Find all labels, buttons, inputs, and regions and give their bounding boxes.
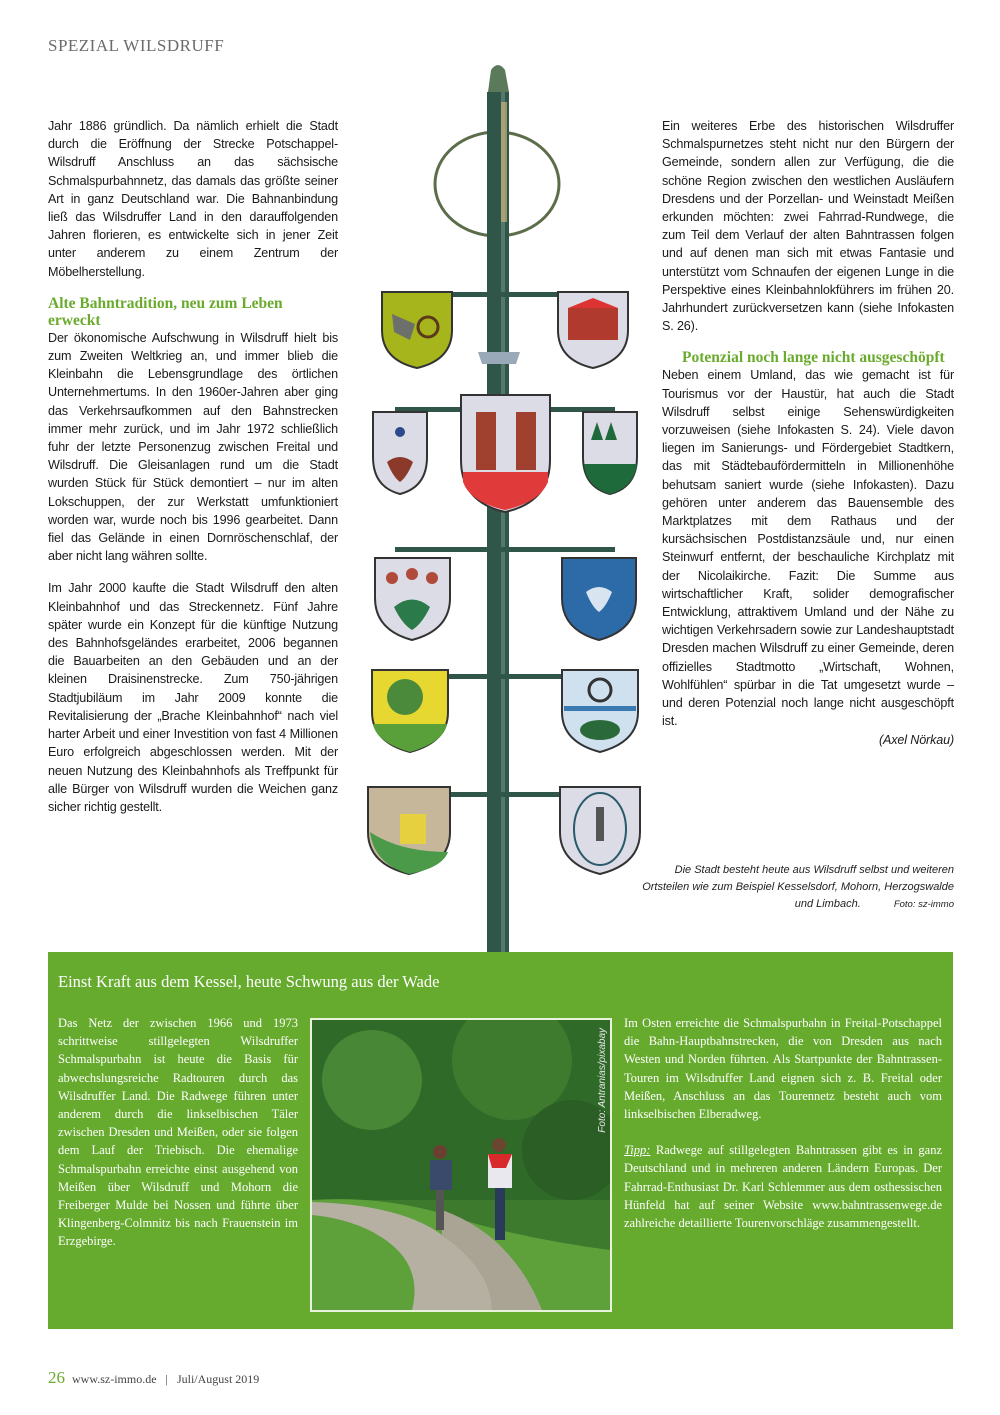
caption-text: Die Stadt besteht heute aus Wilsdruff selbst und weiteren Ortsteilen wie zum Beispiel Kesselsdorf, Mohorn, Herzogswalde und Limbach. — [642, 864, 954, 910]
left-article-column — [48, 117, 338, 816]
footer-website: www.sz-immo.de — [72, 1372, 157, 1386]
photo-credit: Foto: Antranias/pixabay — [597, 1028, 608, 1133]
shield-two-towers — [461, 395, 550, 512]
coats-of-arms-pole-photo — [355, 62, 655, 952]
shield-plough — [382, 292, 452, 368]
author-credit: (Axel Nörkau) — [878, 732, 954, 747]
infobox — [48, 952, 953, 1329]
caption-photo-credit: Foto: sz-immo — [893, 899, 954, 910]
shield-flowers-heart — [373, 412, 427, 494]
right-subheading: Potenzial noch lange nicht ausgeschöpft — [682, 349, 945, 367]
right-paragraph-2: Neben einem Umland, das wie gemacht ist für Tourismus vor der Haustür, hat auch die Stadt Wilsdruff selbst einige Sehenswürdigkeiten vorzuweisen (siehe Infokasten S. 24). Viele davon liegen im Sanierungs- und Fördergebiet Stadtkern, das mit Städtebaufördermitteln in Millionenhöhe behutsam saniert wurde (siehe Infokasten). Dazu gehören unter anderem das Bauensemble des Marktplatzes mit dem Rathaus und der kursächsischen Postdistanzsäule und, nur einen Steinwurf entfernt, der beschauliche Kirchplatz mit der Nicolaikirche. Fazit: Die Summe aus wirtschaftlicher Kraft, solider demografischer Entwicklung, attraktivem Umland und der Nähe zu wichtigen Verkehrsadern sowie zur Landeshauptstadt Dresden machen Wilsdruff zu einer Gemeinde, deren offizielles Stadtmotto „Wirtschaft, Wohnen, Wohlfühlen“ spürbar in die Tat umgesetzt wurde – und deren Potenzial noch lange nicht ausgeschöpft ist. — [662, 368, 954, 729]
infobox-right-column — [624, 1014, 942, 1232]
cyclists-photo — [310, 1018, 612, 1312]
left-subheading: Alte Bahntradition, neu zum Leben erweckt — [48, 294, 283, 329]
footer-separator: | — [165, 1372, 168, 1386]
infobox-left-text: Das Netz der zwischen 1966 und 1973 schrittweise stillgelegten Wilsdruffer Schmalspurbahn ist heute die Basis für abwechslungsreiche Radtouren durch das Wilsdruffer Land. Die Radwege führen unter anderem durch die linkselbischen Täler zwischen Dresden und Meißen, oder sie folgen dem Lauf der Triebisch. Die ehemalige Schmalspurbahn erreichte einst ausgehend von Meißen über Wilsdruff und Mohorn die Freiberger Mulde bei Nossen und führte über Klingenberg-Colmnitz bis nach Frauenstein im Erzgebirge. — [58, 1016, 298, 1249]
shield-roses-heart — [375, 558, 450, 640]
right-paragraph-1: Ein weiteres Erbe des historischen Wilsdruffer Schmalspurnetzes steht nicht nur den Bürgern der Gemeinde, sondern allen zur Verfügung, die die schöne Region zwischen den westlichen Ausläufern Dresdens und der Porzellan- und Weinstadt Meißen erkunden möchten: zwei Fahrrad-Rundwege, die zum Teil dem Verlauf der alten Bahntrassen folgen und auf denen man sich mit etwas Fantasie und unterstützt vom Schnaufen der eigenen Lunge in die Perspektive eines Kleinbahnlokführers im frühen 20. Jahrhundert zurückversetzen kann (siehe Infokasten S. 26). — [662, 119, 954, 334]
left-paragraph-2: Der ökonomische Aufschwung in Wilsdruff hielt bis zum Zweiten Weltkrieg an, und immer blieb die Kleinbahn die Lebensgrundlage des örtlichen Unternehmertums. In den 1960er-Jahren aber ging das Verkehrsaufkommen auf den Bahnstrecken immer mehr zurück, und im Jahr 1972 schließlich fuhr der letzte Personenzug zwischen Freital und Wilsdruff. Die Gleisanlagen rund um die Stadt wurden Stück für Stück demontiert – nur im alten Lokschuppen, der zur Werkstatt umfunktioniert worden war, wurde noch bis 1996 gearbeitet. Dann fiel das Gelände in einen Dornröschenschlaf, der aber nicht lang währen sollte. — [48, 330, 338, 564]
page-number: 26 — [48, 1368, 65, 1387]
section-title: SPEZIAL WILSDRUFF — [48, 36, 225, 55]
shield-figure-oval — [560, 787, 640, 874]
infobox-title: Einst Kraft aus dem Kessel, heute Schwung aus der Wade — [58, 972, 440, 991]
infobox-tipp-paragraph — [624, 1141, 942, 1232]
left-paragraph-1: Jahr 1886 gründlich. Da nämlich erhielt die Stadt durch die Eröffnung der Strecke Potschappel-Wilsdruff Anschluss an das sächsische Schmalspurbahnnetz, das damals das größte seiner Art in ganz Deutschland war. Die Bahnanbindung ließ das Wilsdruffer Land in den darauffolgenden Jahren florieren, es entwickelte sich in jener Zeit unter anderem zu einem Zentrum der Möbelherstellung. — [48, 119, 338, 279]
page-footer — [48, 1368, 259, 1388]
infobox-left-column — [58, 1014, 298, 1251]
infobox-right-text-1: Im Osten erreichte die Schmalspurbahn in Freital-Potschappel die Bahn-Hauptbahnstrecken, die von Dresden aus nach Westen und Norden führten. Als Startpunkte der Bahntrassen-Touren im Wilsdruffer Land eignen sich z. B. Freital oder Meißen, Anschluss an das Tourennetz besteht auch vom linkselbischen Elberadweg. — [624, 1016, 942, 1122]
footer-issue: Juli/August 2019 — [176, 1372, 260, 1386]
shield-castle — [558, 292, 628, 368]
left-paragraph-3: Im Jahr 2000 kaufte die Stadt Wilsdruff den alten Kleinbahnhof und das Streckennetz. Fünf Jahre später wurde ein Konzept für die künftige Nutzung des Bahnhofsgeländes erarbeitet, 2006 begannen die Bauarbeiten an den Gebäuden und an der kleinen Draisinenstrecke. Zum 750-jährigen Stadtjubiläum im Jahr 2009 konnte die Revitalisierung der „Brache Kleinbahnhof“ nach viel harter Arbeit und einer Investition von fast 4 Millionen Euro erfolgreich abgeschlossen werden. Mit der neuen Nutzung des Kleinbahnhofs als Treffpunkt für alle Bürger von Wilsdruff wurden die Weichen ganz sicher richtig gestellt. — [48, 581, 338, 814]
photo-caption — [640, 862, 954, 913]
right-article-column — [662, 117, 954, 749]
shield-tree-scales — [372, 670, 448, 752]
shield-blue-heart — [562, 558, 636, 640]
shield-wheel-oak — [562, 670, 638, 752]
shield-fir-trees — [583, 412, 637, 494]
infobox-right-text-2: Radwege auf stillgelegten Bahntrassen gibt es in ganz Deutschland und in mehreren anderen Ländern Europas. Der Fahrrad-Enthusiast Dr. Karl Schlemmer aus dem osthessischen Hünfeld hat auf seiner Website www.bahntrassenwege.de zahlreiche detaillierte Tourenvorschläge zusammengestellt. — [624, 1143, 942, 1231]
pole-top — [488, 65, 509, 92]
tipp-label: Tipp: — [624, 1143, 651, 1158]
shield-windmill — [368, 787, 450, 874]
